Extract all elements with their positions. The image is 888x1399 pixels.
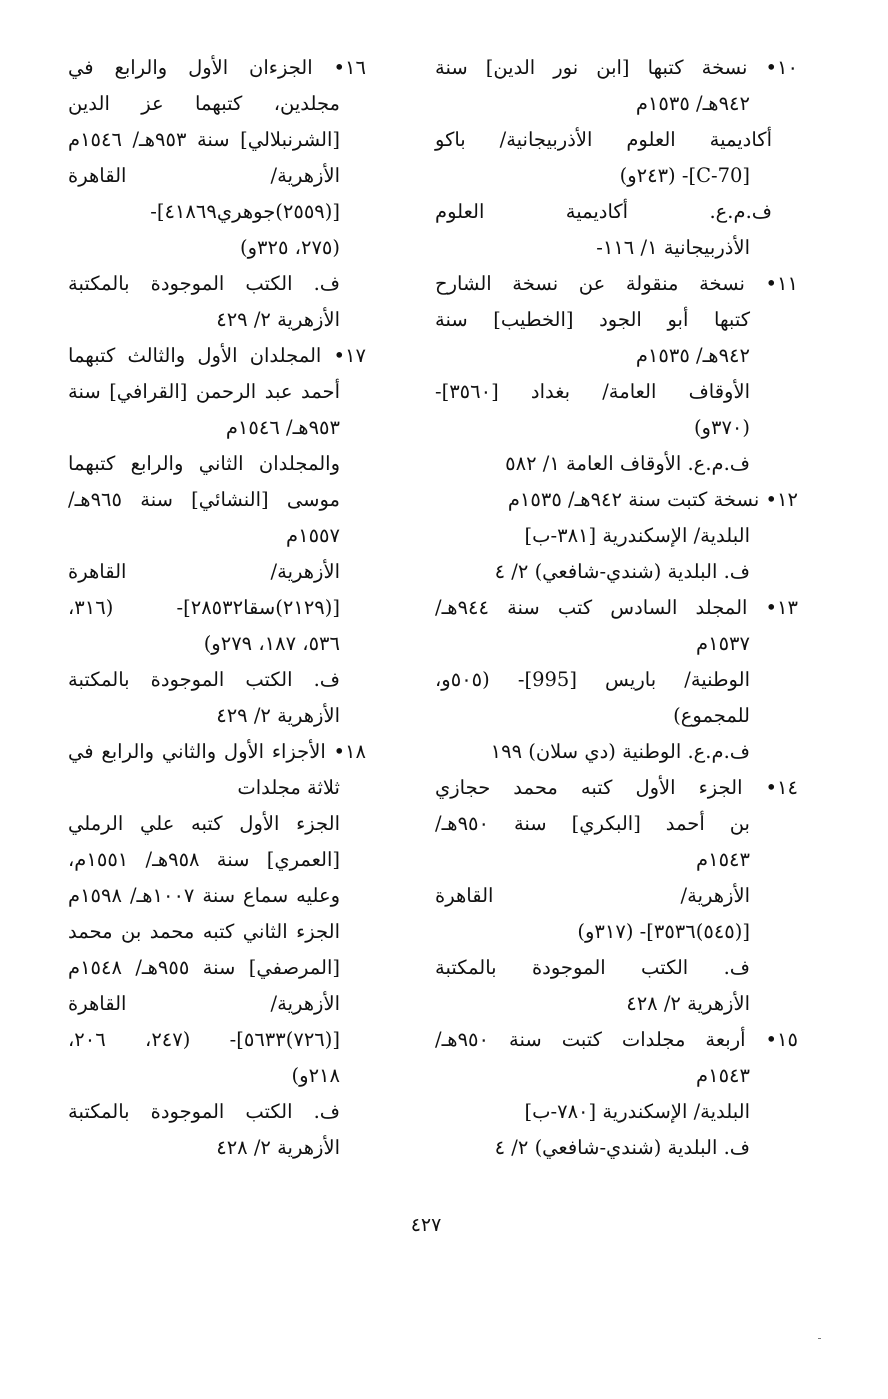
- entry-line: [(٢٥٥٩)جوهري٤١٨٦٩]-: [150, 200, 340, 223]
- entry-line: الأزهرية/ القاهرة: [68, 164, 340, 187]
- entry-line: الأوقاف العامة/ بغداد [٣٥٦٠]-: [435, 380, 750, 403]
- entry-line: ٩٤٢هـ/ ١٥٣٥م: [635, 344, 750, 367]
- entry-line: [العمري] سنة ٩٥٨هـ/ ١٥٥١م،: [68, 848, 340, 871]
- entry-line: (٣٧٠و): [693, 416, 750, 439]
- entry-heading-line: ١٣• المجلد السادس كتب سنة ٩٤٤هـ/: [435, 596, 798, 619]
- page-number: ٤٢٧: [410, 1214, 442, 1236]
- entry-line: أحمد عبد الرحمن [القرافي] سنة: [68, 380, 340, 403]
- entry-line: ١٥٣٧م: [696, 632, 750, 655]
- entry-line: [(٥٤٥)٣٥٣٦]- (٣١٧و): [577, 920, 750, 943]
- entry-line: [(٧٢٦)٥٦٣٣]- (٢٤٧، ٢٠٦،: [68, 1028, 340, 1051]
- entry-line: البلدية/ الإسكندرية [٧٨٠-ب]: [524, 1100, 750, 1123]
- entry-line: والمجلدان الثاني والرابع كتبهما: [68, 452, 340, 475]
- entry-line: الجزء الأول كتبه علي الرملي: [68, 812, 340, 835]
- entry-line: الأزهرية ٢/ ٤٢٨: [216, 1136, 340, 1159]
- entry-line: ثلاثة مجلدات: [237, 776, 340, 799]
- entry-line: ١٥٥٧م: [286, 524, 340, 547]
- entry-line: للمجموع): [673, 704, 750, 727]
- entry-line: الأزهرية/ القاهرة: [68, 992, 340, 1015]
- entry-line: ٩٤٢هـ/ ١٥٣٥م: [635, 92, 750, 115]
- entry-line: ف. الكتب الموجودة بالمكتبة: [68, 1100, 340, 1123]
- entry-line: الوطنية/ باريس [995]- (٥٠٥و،: [435, 668, 750, 691]
- entry-line: الأزهرية ٢/ ٤٢٩: [216, 704, 340, 727]
- entry-heading-line: ١٦• الجزءان الأول والرابع في: [68, 56, 366, 79]
- entry-line: ف. الكتب الموجودة بالمكتبة: [68, 668, 340, 691]
- entry-line: [الشرنبلالي] سنة ٩٥٣هـ/ ١٥٤٦م: [68, 128, 340, 151]
- entry-heading-line: ١٧• المجلدان الأول والثالث كتبهما: [68, 344, 366, 367]
- entry-line: ٩٥٣هـ/ ١٥٤٦م: [225, 416, 340, 439]
- entry-heading-line: ١٤• الجزء الأول كتبه محمد حجازي: [435, 776, 798, 799]
- entry-line: الأزهرية ٢/ ٤٢٨: [626, 992, 750, 1015]
- entry-line: الأزهرية/ القاهرة: [435, 884, 750, 907]
- entry-line: ف. البلدية (شندي-شافعي) ٢/ ٤: [494, 560, 750, 583]
- entry-line: (٢٧٥، ٣٢٥و): [240, 236, 340, 259]
- entry-line: ١٥٤٣م: [696, 848, 750, 871]
- entry-line: [C-70]- (٢٤٣و): [619, 164, 750, 187]
- entry-line: وعليه سماع سنة ١٠٠٧هـ/ ١٥٩٨م: [68, 884, 341, 907]
- entry-line: ٢١٨و): [291, 1064, 340, 1087]
- entry-line: الأزهرية ٢/ ٤٢٩: [216, 308, 340, 331]
- scan-mark: [818, 1338, 821, 1339]
- entry-line: ١٥٤٣م: [696, 1064, 750, 1087]
- entry-line: ف.م.ع. أكاديمية العلوم: [435, 200, 772, 223]
- entry-line: [(٢١٢٩)سقا٢٨٥٣٢]- (٣١٦،: [68, 596, 340, 619]
- entry-heading-line: ١١• نسخة منقولة عن نسخة الشارح: [435, 272, 798, 295]
- entry-line: أكاديمية العلوم الأذربيجانية/ باكو: [435, 128, 772, 151]
- entry-line: ٥٣٦، ١٨٧، ٢٧٩و): [203, 632, 340, 655]
- entry-line: موسى [النشائي] سنة ٩٦٥هـ/: [68, 488, 340, 511]
- entry-line: ف.م.ع. الوطنية (دي سلان) ١٩٩: [490, 740, 750, 763]
- entry-line: ف. الكتب الموجودة بالمكتبة: [435, 956, 750, 979]
- right-column: [435, 50, 798, 1166]
- entry-heading-line: ١٢• نسخة كتبت سنة ٩٤٢هـ/ ١٥٣٥م: [507, 488, 798, 511]
- entry-line: كتبها أبو الجود [الخطيب] سنة: [435, 308, 750, 331]
- entry-line: الجزء الثاني كتبه محمد بن محمد: [68, 920, 340, 943]
- entry-line: الأذربيجانية ١/ ١١٦-: [596, 236, 750, 259]
- left-column: [68, 50, 366, 1166]
- entry-line: [المرصفي] سنة ٩٥٥هـ/ ١٥٤٨م: [68, 956, 340, 979]
- entry-line: بن أحمد [البكري] سنة ٩٥٠هـ/: [435, 812, 750, 835]
- entry-heading-line: ١٠• نسخة كتبها [ابن نور الدين] سنة: [435, 56, 798, 79]
- entry-heading-line: ١٨• الأجزاء الأول والثاني والرابع في: [68, 740, 366, 763]
- entry-line: ف.م.ع. الأوقاف العامة ١/ ٥٨٢: [505, 452, 750, 475]
- entry-line: ف. البلدية (شندي-شافعي) ٢/ ٤: [494, 1136, 750, 1159]
- entry-heading-line: ١٥• أربعة مجلدات كتبت سنة ٩٥٠هـ/: [435, 1028, 798, 1051]
- entry-line: الأزهرية/ القاهرة: [68, 560, 340, 583]
- entry-line: مجلدين، كتبهما عز الدين: [68, 92, 340, 115]
- entry-line: البلدية/ الإسكندرية [٣٨١-ب]: [524, 524, 750, 547]
- entry-line: ف. الكتب الموجودة بالمكتبة: [68, 272, 340, 295]
